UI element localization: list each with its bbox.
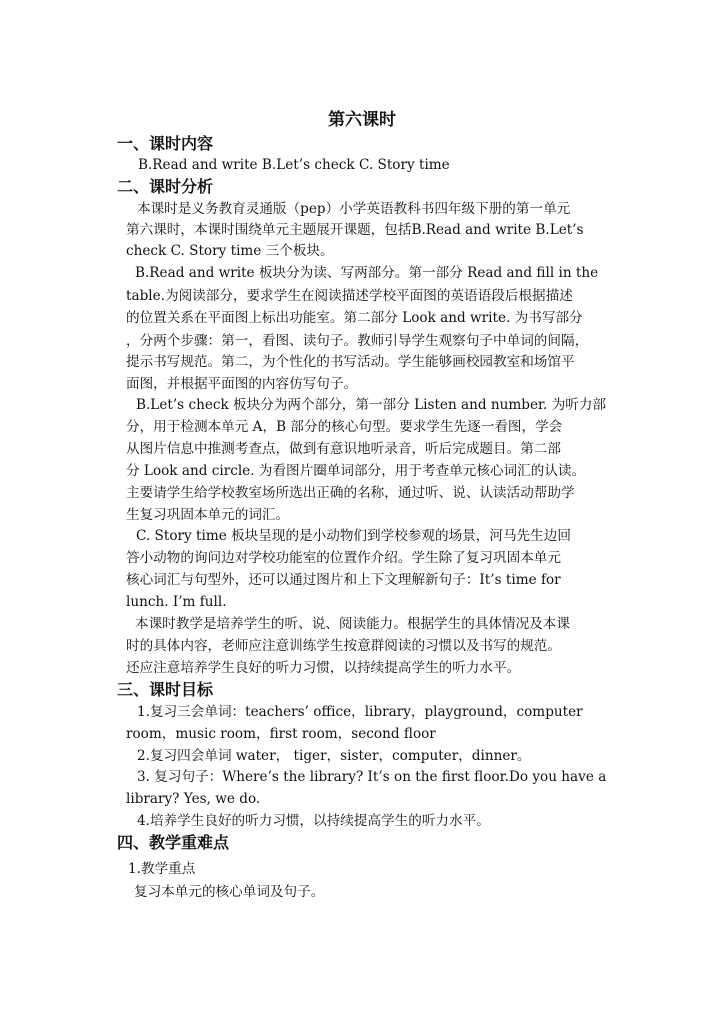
page-title: 第六课时 — [328, 110, 396, 130]
section-heading-key-points: 四、教学重难点 — [117, 833, 230, 852]
text-line: 本课时教学是培养学生的听、说、阅读能力。根据学生的具体情况及本课 — [135, 616, 570, 632]
text-line: 3. 复习句子：Where’s the library? It’s on the first floor.Do you have a — [137, 769, 607, 785]
text-line: B.Read and write B.Let’s check C. Story time — [138, 157, 450, 173]
text-line: lunch. I’m full. — [126, 594, 227, 610]
text-line: 主要请学生给学校教室场所选出正确的名称，通过听、说、认读活动帮助学 — [126, 485, 575, 501]
text-line: B.Read and write 板块分为读、写两部分。第一部分 Read and fill in the — [135, 265, 599, 281]
text-line: 面图，并根据平面图的内容仿写句子。 — [126, 376, 358, 392]
text-line: check C. Story time 三个板块。 — [126, 243, 334, 259]
text-line: 生复习巩固本单元的词汇。 — [126, 507, 290, 523]
text-line: 本课时是义务教育灵通版（pep）小学英语教科书四年级下册的第一单元 — [137, 201, 571, 217]
section-heading-course-objectives: 三、课时目标 — [117, 680, 214, 699]
section-heading-course-content: 一、课时内容 — [117, 134, 214, 153]
text-line: 还应注意培养学生良好的听力习惯，以持续提高学生的听力水平。 — [126, 660, 521, 676]
text-line: 答小动物的询问边对学校功能室的位置作介绍。学生除了复习巩固本单元 — [126, 550, 561, 566]
text-line: 1.复习三会单词：teachers’ office，library，playground，computer — [137, 704, 583, 720]
text-line: 2.复习四会单词 water， tiger，sister，computer，dinner。 — [137, 748, 531, 764]
text-line: 分 Look and circle. 为看图片圈单词部分，用于考查单元核心词汇的认读。 — [126, 463, 586, 479]
text-line: 4.培养学生良好的听力习惯，以持续提高学生的听力水平。 — [137, 813, 490, 829]
text-line: table.为阅读部分，要求学生在阅读描述学校平面图的英语语段后根据描述 — [126, 288, 573, 304]
text-line: ，分两个步骤：第一，看图、读句子。教师引导学生观察句子中单词的间隔， — [126, 333, 589, 349]
text-line: 的位置关系在平面图上标出功能室。第二部分 Look and write. 为书写部分 — [126, 310, 583, 326]
text-line: 复习本单元的核心单词及句子。 — [134, 884, 325, 900]
text-line: room，music room，first room，second floor — [126, 726, 436, 742]
text-line: 1.教学重点 — [128, 861, 196, 877]
text-line: B.Let’s check 板块分为两个部分，第一部分 Listen and number. 为听力部 — [136, 397, 607, 413]
text-line: 从图片信息中推测考查点，做到有意识地听录音，听后完成题目。第二部 — [126, 441, 561, 457]
text-line: 核心词汇与句型外，还可以通过图片和上下文理解新句子：It’s time for — [126, 572, 561, 588]
text-line: 分，用于检测本单元 A，B 部分的核心句型。要求学生先逐一看图，学会 — [126, 419, 563, 435]
section-heading-course-analysis: 二、课时分析 — [117, 177, 214, 196]
text-line: library? Yes, we do. — [126, 791, 261, 807]
text-line: 第六课时，本课时围绕单元主题展开课题，包括B.Read and write B.Let’s — [126, 222, 584, 238]
text-line: C. Story time 板块呈现的是小动物们到学校参观的场景，河马先生边回 — [136, 528, 571, 544]
text-line: 时的具体内容，老师应注意训练学生按意群阅读的习惯以及书写的规范。 — [126, 638, 561, 654]
text-line: 提示书写规范。第二，为个性化的书写活动。学生能够画校园教室和场馆平 — [126, 354, 575, 370]
